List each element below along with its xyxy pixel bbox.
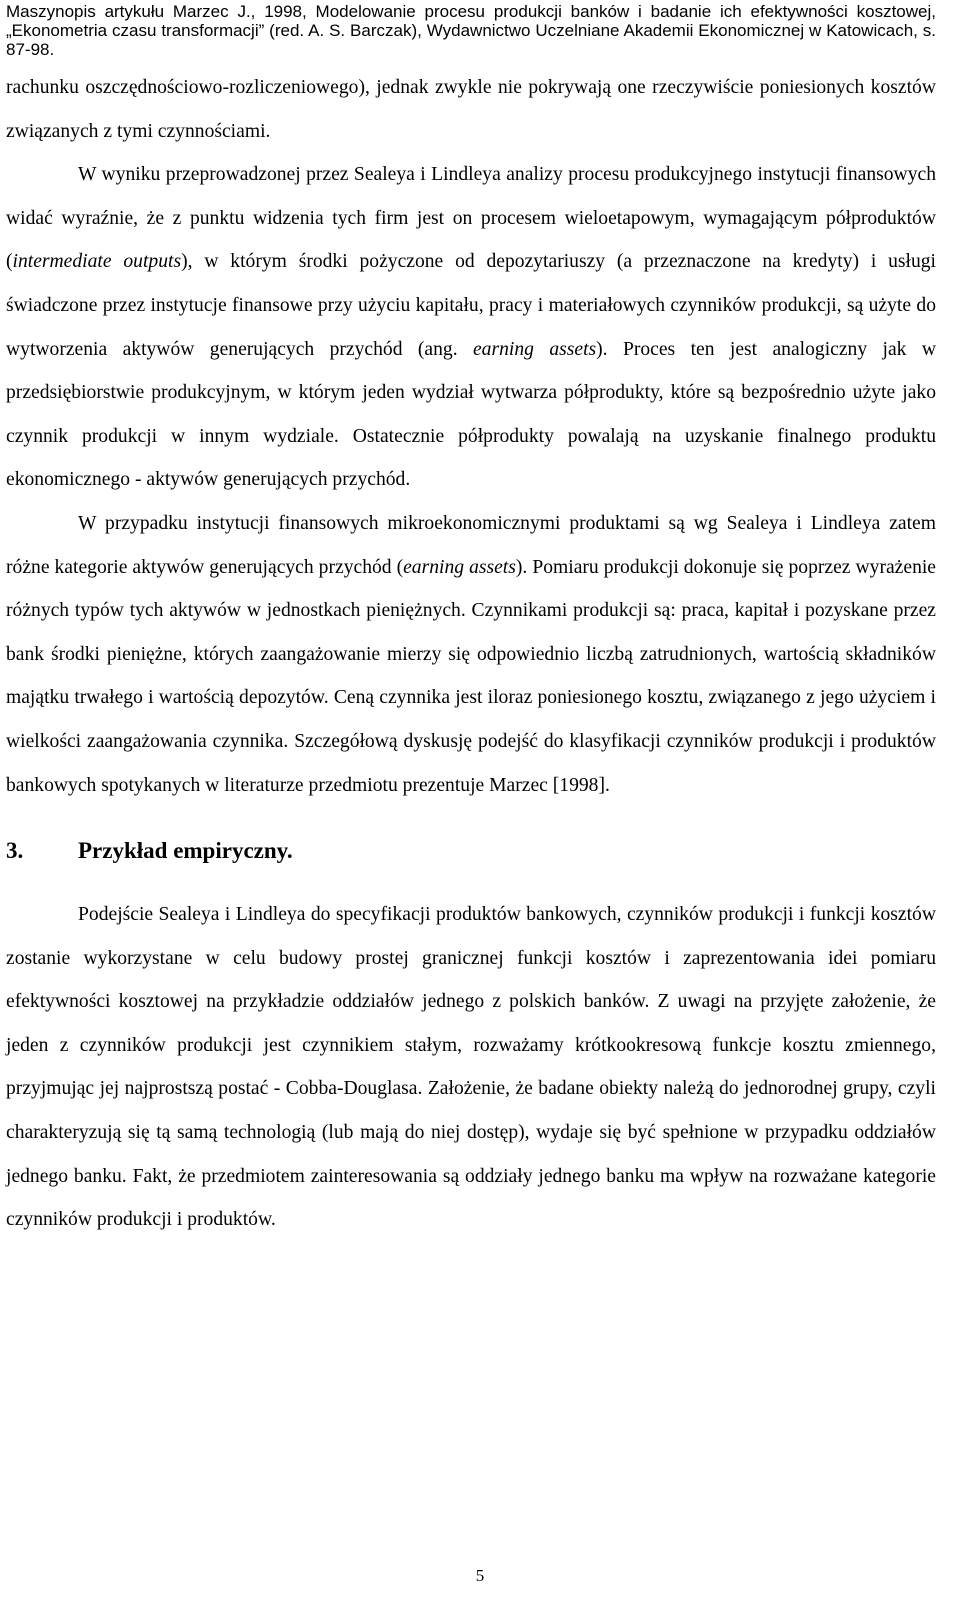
paragraph-text: ). Proces ten jest analogiczny jak w przedsiębiorstwie produkcyjnym, w którym jeden wydział wytwarza półprodukty, które są bezpośrednio użyte jako czynnik produkcji w innym wydziale. Ostatecznie półprodukty powalają na uzyskanie finalnego produktu ekonomicznego - aktywów generujących przychód. [6,338,936,491]
paragraph-text: W wyniku przeprowadzonej przez Sealeya i Lindleya analizy procesu produkcyjnego instytucji finansowych widać wyraźnie, że z punktu widzenia tych firm jest on procesem wieloetapowym, wymagającym półproduktów ( [6,164,936,273]
citation-text: Maszynopis artykułu Marzec J., 1998, Modelowanie procesu produkcji banków i badanie ich efektywności kosztowej, „Ekonometria czasu transformacji” (red. A. S. Barczak), Wydawnictwo Uczelniane Akademii Ekonomicznej w Katowicach, s. 87-98. [6,2,936,59]
italic-term: earning assets [403,556,516,578]
paragraph-products-and-factors [6,502,936,807]
section-heading [6,829,936,873]
citation-header [6,2,936,59]
section-number: 3. [6,838,24,864]
paragraph-continued [6,66,936,153]
article-body [6,66,936,1242]
italic-term: intermediate outputs [12,251,182,273]
paragraph-text: ), w którym środki pożyczone od depozytariuszy (a przeznaczone na kredyty) i usługi świadczone przez instytucje finansowe przy użyciu kapitału, pracy i materiałowych czynników produkcji, są użyte do wytworzenia aktywów generujących przychód (ang. [6,251,936,360]
paragraph-empirical-example [6,893,936,1242]
paragraph-text: rachunku oszczędnościowo-rozliczeniowego), jednak zwykle nie pokrywają one rzeczywiście poniesionych kosztów związanych z tymi czynnościami. [6,77,936,142]
page-number: 5 [475,1566,485,1585]
paragraph-sealey-lindley-analysis [6,153,936,502]
paragraph-text: Podejście Sealeya i Lindleya do specyfikacji produktów bankowych, czynników produkcji i funkcji kosztów zostanie wykorzystane w celu budowy prostej granicznej funkcji kosztów i zaprezentowania idei pomiaru efektywności kosztowej na przykładzie oddziałów jednego z polskich banków. Z uwagi na przyjęte założenie, że jeden z czynników produkcji jest czynnikiem stałym, rozważamy krótkookresową funkcje kosztu zmiennego, przyjmując jej najprostszą postać - Cobba-Douglasa. Założenie, że badane obiekty należą do jednorodnej grupy, czyli charakteryzują się tą samą technologią (lub mają do niej dostęp), wydaje się być spełnione w przypadku oddziałów jednego banku. Fakt, że przedmiotem zainteresowania są oddziały jednego banku ma wpływ na rozważane kategorie czynników produkcji i produktów. [6,904,936,1231]
section-title: Przykład empiryczny. [78,838,293,864]
italic-term: earning assets [472,338,597,360]
paragraph-text: ). Pomiaru produkcji dokonuje się poprzez wyrażenie różnych typów tych aktywów w jednostkach pieniężnych. Czynnikami produkcji są: praca, kapitał i pozyskane przez bank środki pieniężne, których zaangażowanie mierzy się odpowiednio liczbą zatrudnionych, wartością składników majątku trwałego i wartością depozytów. Ceną czynnika jest iloraz poniesionego kosztu, związanego z jego użyciem i wielkości zaangażowania czynnika. Szczegółową dyskusję podejść do klasyfikacji czynników produkcji i produktów bankowych spotykanych w literaturze przedmiotu prezentuje Marzec [1998]. [6,556,937,796]
paragraph-text: W przypadku instytucji finansowych mikroekonomicznymi produktami są wg Sealeya i Lindleya zatem różne kategorie aktywów generujących przychód ( [6,512,936,578]
